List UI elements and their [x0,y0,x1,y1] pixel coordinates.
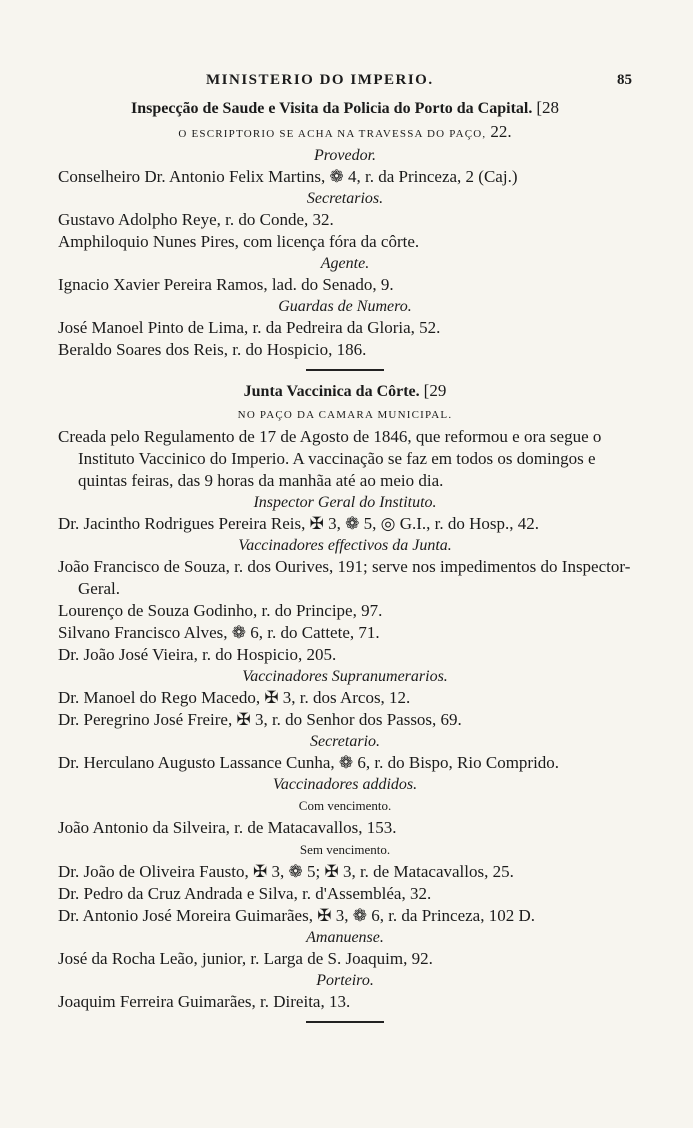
section-title-text: Inspecção de Saude e Visita da Policia do Porto da Capital. [130,100,533,117]
address-number: 22. [490,122,512,141]
person-entry: Amphiloquio Nunes Pires, com licença fóra da côrte. [58,232,420,251]
person-entry: Lourenço de Souza Godinho, r. do Principe, 97. [58,601,383,620]
person-entry: Dr. Herculano Augusto Lassance Cunha, ❁ 6, r. do Bispo, Rio Comprido. [58,753,560,772]
person-entry: Conselheiro Dr. Antonio Felix Martins, ❁ 4, r. da Princeza, 2 (Caj.) [58,167,518,186]
person-entry: João Antonio da Silveira, r. de Matacavallos, 153. [58,818,397,837]
person-entry: Beraldo Soares dos Reis, r. do Hospicio, 186. [58,340,367,359]
person-entry: Dr. Peregrino José Freire, ✠ 3, r. do Senhor dos Passos, 69. [58,710,462,729]
section-title-inspeccao [58,96,632,121]
role-heading: Secretario. [309,733,381,750]
role-heading: Porteiro. [316,972,374,989]
section-title-junta [58,379,632,404]
running-header [58,70,632,96]
sub-heading: Sem vencimento. [299,842,391,857]
role-heading: Vaccinadores effectivos da Junta. [238,537,452,554]
page-number: 85 [617,72,632,88]
section-address [58,121,632,145]
person-entry: Gustavo Adolpho Reye, r. do Conde, 32. [58,210,334,229]
section-address: NO PAÇO DA CAMARA MUNICIPAL. [237,409,453,421]
role-heading: Guardas de Numero. [278,298,412,315]
running-title: MINISTERIO DO IMPERIO. [206,72,434,88]
person-entry: Ignacio Xavier Pereira Ramos, lad. do Senado, 9. [58,275,394,294]
section-number: [28 [536,98,560,117]
person-entry: José Manoel Pinto de Lima, r. da Pedreira da Gloria, 52. [58,318,441,337]
role-heading: Agente. [320,255,370,272]
section-divider [306,1021,384,1023]
role-heading: Secretarios. [306,190,384,207]
role-heading: Amanuense. [306,929,384,946]
role-heading: Provedor. [313,147,377,164]
section-number: [29 [423,381,447,400]
section-title-text: Junta Vaccinica da Côrte. [243,383,420,400]
person-entry: Dr. Manoel do Rego Macedo, ✠ 3, r. dos Arcos, 12. [58,688,411,707]
role-heading: Inspector Geral do Instituto. [253,494,437,511]
section-intro: Creada pelo Regulamento de 17 de Agosto de 1846, que reformou e ora segue o Instituto Vaccinico do Imperio. A vaccinação se faz em todos os domingos e quintas feiras, das 9 horas da manhãa até ao meio dia. [58,427,602,490]
person-entry: João Francisco de Souza, r. dos Ourives, 191; serve nos impedimentos do Inspector-Geral. [58,557,631,598]
person-entry: Dr. João José Vieira, r. do Hospicio, 205. [58,645,337,664]
person-entry: Dr. Antonio José Moreira Guimarães, ✠ 3, ❁ 6, r. da Princeza, 102 D. [58,906,536,925]
person-entry: Dr. Pedro da Cruz Andrada e Silva, r. d'Assembléa, 32. [58,884,432,903]
address-text: O ESCRIPTORIO SE ACHA NA TRAVESSA DO PAÇO, [178,128,487,140]
sub-heading: Com vencimento. [298,798,392,813]
person-entry: Silvano Francisco Alves, ❁ 6, r. do Cattete, 71. [58,623,380,642]
section-divider [306,369,384,371]
person-entry: José da Rocha Leão, junior, r. Larga de S. Joaquim, 92. [58,949,433,968]
role-heading: Vaccinadores Supranumerarios. [242,668,448,685]
person-entry: Dr. Jacintho Rodrigues Pereira Reis, ✠ 3, ❁ 5, ◎ G.I., r. do Hosp., 42. [58,514,540,533]
person-entry: Dr. João de Oliveira Fausto, ✠ 3, ❁ 5; ✠ 3, r. de Matacavallos, 25. [58,862,514,881]
role-heading: Vaccinadores addidos. [272,776,418,793]
document-page [58,70,632,1031]
person-entry: Joaquim Ferreira Guimarães, r. Direita, 13. [58,992,351,1011]
